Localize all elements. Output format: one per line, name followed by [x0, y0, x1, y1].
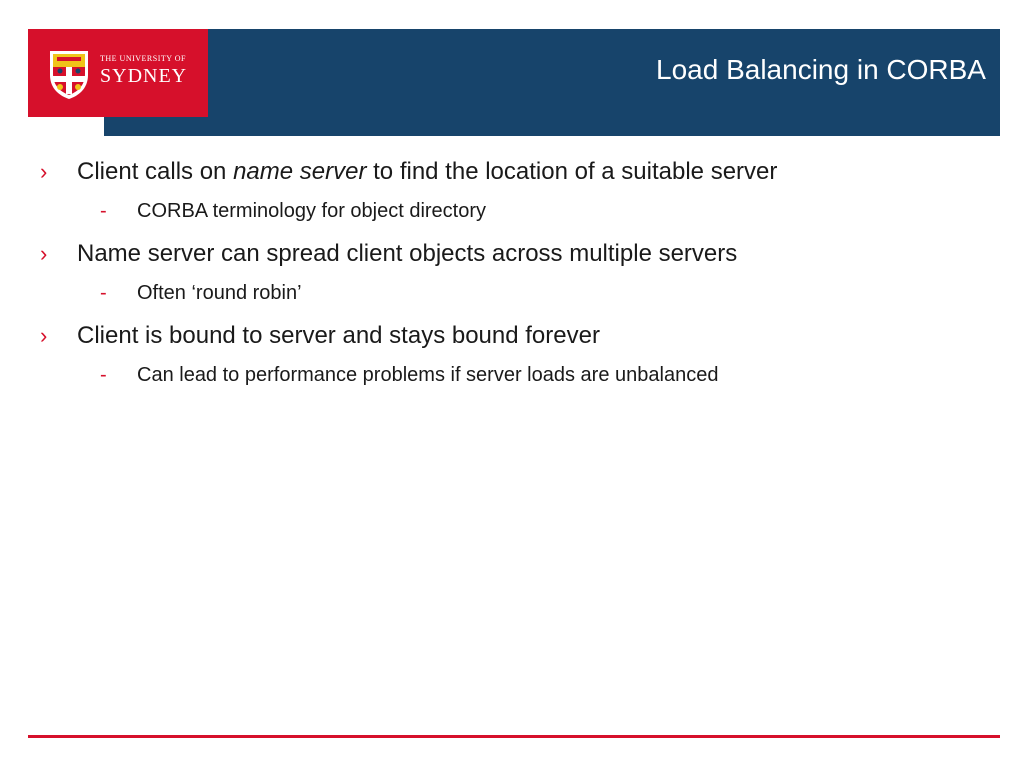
logo-text-line1: THE UNIVERSITY OF: [100, 54, 186, 63]
sub-bullet-text: CORBA terminology for object directory: [137, 200, 487, 222]
bullet-item: [40, 156, 980, 188]
chevron-bullet-icon: ›: [40, 159, 48, 184]
sub-bullet-item: [40, 198, 980, 224]
crest-icon: [46, 47, 92, 101]
slide-title: Load Balancing in CORBA: [656, 54, 986, 85]
logo-text-line2: SYDNEY: [100, 65, 188, 87]
footer-rule: [28, 735, 1000, 738]
bullet-text-emphasis: name server: [233, 158, 367, 185]
bullet-text: to find the location of a suitable server: [366, 158, 778, 185]
sub-bullet-text: Often ‘round robin’: [137, 282, 302, 304]
bullet-text: Client calls on: [77, 158, 234, 185]
sub-bullet-item: [40, 362, 980, 388]
chevron-bullet-icon: ›: [40, 323, 48, 348]
bullet-item: [40, 238, 980, 270]
chevron-bullet-icon: ›: [40, 241, 48, 266]
dash-bullet-icon: -: [100, 282, 107, 304]
bullet-text: Client is bound to server and stays bound forever: [77, 322, 600, 349]
sub-bullet-item: [40, 280, 980, 306]
sub-bullet-text: Can lead to performance problems if server loads are unbalanced: [137, 364, 719, 386]
logo-wordmark: [100, 55, 187, 86]
dash-bullet-icon: -: [100, 200, 107, 222]
bullet-item: [40, 320, 980, 352]
university-logo: [28, 29, 208, 117]
slide-content: [40, 156, 980, 388]
dash-bullet-icon: -: [100, 364, 107, 386]
bullet-text: Name server can spread client objects across multiple servers: [77, 240, 738, 267]
